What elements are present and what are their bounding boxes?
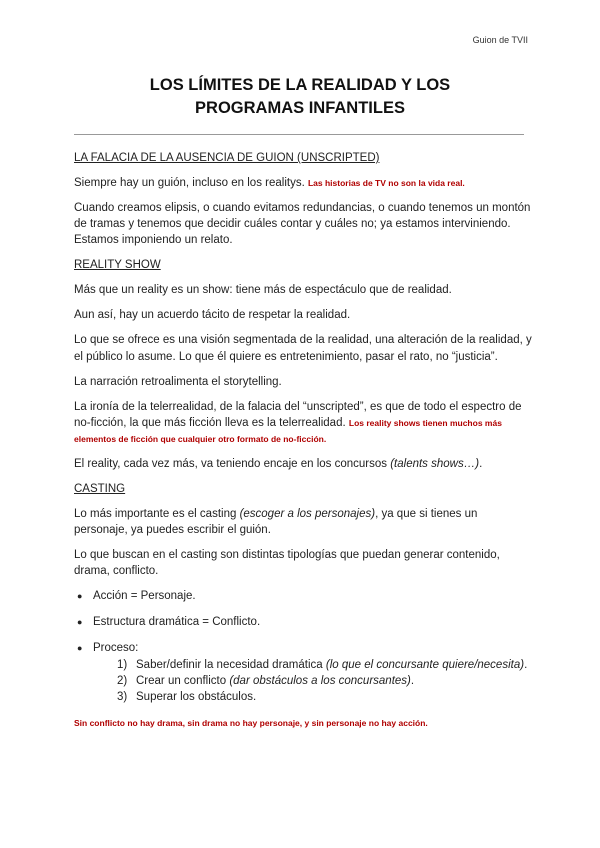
step-text: Crear un conflicto	[136, 675, 227, 688]
paragraph: Más que un reality es un show: tiene más de espectáculo que de realidad.	[74, 284, 452, 297]
step-number: 3)	[117, 691, 128, 704]
list-item	[117, 689, 534, 705]
list-item	[74, 588, 534, 604]
list-item	[117, 673, 534, 689]
step-end: .	[524, 659, 528, 672]
paragraph: Lo que buscan en el casting son distintas tipologías que puedan generar contenido, drama, conflicto.	[74, 549, 500, 578]
list-item	[74, 614, 534, 630]
italic-text: (lo que el concursante quiere/necesita)	[325, 659, 525, 672]
red-note: Los reality shows tienen muchos más elementos de ficción que cualquier otro formato de no-ficción.	[74, 417, 502, 445]
title-line-1: LOS LÍMITES DE LA REALIDAD Y LOS	[149, 76, 451, 94]
italic-text: (escoger a los personajes)	[239, 508, 376, 521]
bullet-icon: ●	[77, 642, 83, 653]
title-divider	[74, 134, 524, 135]
list-item-text: Estructura dramática = Conflicto.	[93, 616, 261, 629]
red-note-final: Sin conflicto no hay drama, sin drama no hay personaje, y sin personaje no hay acción.	[74, 718, 428, 729]
paragraph: Cuando creamos elipsis, o cuando evitamos redundancias, o cuando tenemos un montón de tramas y tenemos que decidir cuáles contar y cuáles no; ya estamos interviniendo. Estamos imponiendo un relato.	[74, 202, 531, 247]
paragraph: La narración retroalimenta el storytelling.	[74, 375, 282, 388]
list-item	[117, 657, 534, 673]
document-header: Guion de TVII	[472, 35, 528, 45]
step-number: 1)	[117, 659, 128, 672]
italic-text: (dar obstáculos a los concursantes)	[229, 675, 411, 688]
title-line-2: PROGRAMAS INFANTILES	[195, 99, 405, 117]
bullet-list	[74, 588, 534, 705]
paragraph-text: Siempre hay un guión, incluso en los realitys.	[74, 177, 305, 189]
list-item-text: Acción = Personaje.	[93, 590, 196, 603]
italic-text: (talents shows…)	[390, 458, 480, 471]
list-item	[74, 640, 534, 706]
paragraph	[74, 399, 534, 448]
document-body	[74, 150, 534, 740]
bullet-icon: ●	[77, 617, 83, 628]
list-item-text: Proceso:	[93, 641, 139, 654]
paragraph: Aun así, hay un acuerdo tácito de respetar la realidad.	[74, 309, 351, 322]
page-title	[72, 74, 528, 120]
section-heading-reality: REALITY SHOW	[74, 259, 161, 272]
step-end: .	[410, 675, 415, 688]
paragraph-text: El reality, cada vez más, va teniendo encaje en los concursos	[74, 458, 388, 471]
numbered-list	[93, 657, 534, 706]
paragraph-text: Lo más importante es el casting	[74, 508, 237, 521]
paragraph	[74, 175, 534, 191]
paragraph-text: La ironía de la telerrealidad, de la falacia del “unscripted”, es que de todo el espectro de no-ficción, la que más ficción lleva es la telerrealidad.	[74, 400, 522, 429]
paragraph	[74, 506, 534, 538]
paragraph: Lo que se ofrece es una visión segmentada de la realidad, una alteración de la realidad, y el público lo asume. Lo que él quiere es entretenimiento, pasar el rato, no “justicia”.	[74, 334, 532, 363]
paragraph-text: , ya que si tienes un personaje, ya puedes escribir el guión.	[74, 508, 478, 537]
red-note: Las historias de TV no son la vida real.	[307, 178, 465, 188]
step-text: Superar los obstáculos.	[136, 691, 257, 704]
section-heading-casting: CASTING	[74, 483, 126, 496]
step-text: Saber/definir la necesidad dramática	[136, 659, 323, 672]
step-number: 2)	[117, 675, 128, 688]
bullet-icon: ●	[77, 591, 83, 602]
paragraph-end: .	[479, 458, 483, 471]
section-heading-falacia: LA FALACIA DE LA AUSENCIA DE GUION (UNSCRIPTED)	[74, 152, 380, 164]
paragraph	[74, 456, 534, 472]
